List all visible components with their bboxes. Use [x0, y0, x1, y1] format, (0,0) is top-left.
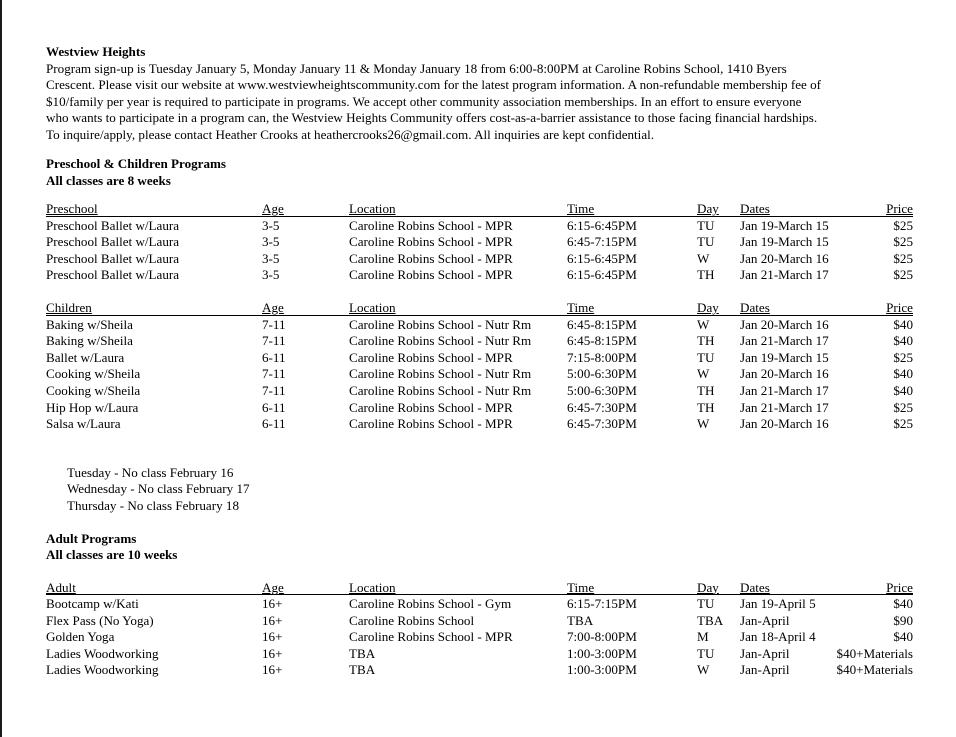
- cell-dates: Jan 18-April 4: [740, 629, 816, 645]
- column-header-name: Preschool: [46, 201, 98, 216]
- cell-time: 6:45-8:15PM: [567, 316, 637, 332]
- cell-day: TU: [697, 645, 715, 661]
- cell-day: W: [697, 250, 710, 266]
- cell-age: 3-5: [262, 234, 280, 250]
- cell-time: 7:15-8:00PM: [567, 349, 637, 365]
- column-header-location: Location: [349, 299, 396, 315]
- cell-age: 7-11: [262, 333, 286, 349]
- cell-location: Caroline Robins School - MPR: [349, 399, 513, 415]
- cell-name: Preschool Ballet w/Laura: [46, 267, 180, 283]
- cell-name: Preschool Ballet w/Laura: [46, 234, 180, 250]
- cell-day: TU: [697, 234, 715, 250]
- cell-name: Ladies Woodworking: [46, 662, 159, 678]
- cell-age: 7-11: [262, 316, 286, 332]
- column-header-age: Age: [262, 299, 284, 315]
- cell-age: 16+: [262, 612, 283, 628]
- cell-age: 3-5: [262, 250, 280, 266]
- cell-dates: Jan 19-March 15: [740, 349, 829, 365]
- column-header-age: Age: [262, 201, 284, 216]
- cell-price: $25: [893, 399, 913, 415]
- cell-age: 6-11: [262, 399, 286, 415]
- table-row: [46, 629, 926, 646]
- adult-table: [46, 580, 926, 680]
- cell-day: TU: [697, 217, 715, 233]
- cell-location: Caroline Robins School - MPR: [349, 217, 513, 233]
- cell-age: 16+: [262, 645, 283, 661]
- cell-age: 16+: [262, 662, 283, 678]
- cell-day: TH: [697, 399, 715, 415]
- cell-age: 7-11: [262, 382, 286, 398]
- cell-age: 16+: [262, 596, 283, 612]
- cell-dates: Jan 19-March 15: [740, 234, 829, 250]
- cell-price: $25: [893, 349, 913, 365]
- cell-location: Caroline Robins School - Gym: [349, 596, 512, 612]
- cell-name: Cooking w/Sheila: [46, 366, 141, 382]
- cell-location: TBA: [349, 645, 376, 661]
- intro-block: [46, 44, 926, 143]
- note-line: Thursday - No class February 18: [67, 497, 239, 513]
- cell-dates: Jan 19-April 5: [740, 596, 816, 612]
- cell-location: TBA: [349, 662, 376, 678]
- intro-line: Crescent. Please visit our website at www.westviewheightscommunity.com for the latest program information. A non-refundable membership fee of: [46, 77, 821, 92]
- cell-name: Bootcamp w/Kati: [46, 596, 139, 612]
- column-header-day: Day: [697, 579, 719, 595]
- cell-time: 1:00-3:00PM: [567, 645, 637, 661]
- cell-price: $25: [893, 234, 913, 250]
- cell-day: W: [697, 316, 710, 332]
- cell-age: 3-5: [262, 217, 280, 233]
- cell-location: Caroline Robins School - Nutr Rm: [349, 366, 532, 382]
- table-row: [46, 400, 926, 417]
- cell-name: Flex Pass (No Yoga): [46, 612, 154, 628]
- table-header-row: [46, 300, 926, 317]
- cell-time: 5:00-6:30PM: [567, 382, 637, 398]
- cell-dates: Jan-April: [740, 662, 790, 678]
- column-header-dates: Dates: [740, 579, 770, 595]
- cell-name: Ladies Woodworking: [46, 645, 159, 661]
- table-row: [46, 234, 926, 251]
- cell-location: Caroline Robins School - MPR: [349, 416, 513, 432]
- cell-name: Salsa w/Laura: [46, 416, 121, 432]
- children-section-heading: [46, 156, 926, 189]
- column-header-day: Day: [697, 201, 719, 216]
- table-row: [46, 366, 926, 383]
- column-header-dates: Dates: [740, 299, 770, 315]
- cell-name: Ballet w/Laura: [46, 349, 125, 365]
- cell-day: TU: [697, 349, 715, 365]
- cell-dates: Jan-April: [740, 612, 790, 628]
- cell-name: Hip Hop w/Laura: [46, 399, 139, 415]
- table-row: [46, 317, 926, 334]
- column-header-dates: Dates: [740, 201, 770, 216]
- cell-dates: Jan 20-March 16: [740, 250, 829, 266]
- cell-time: 6:45-8:15PM: [567, 333, 637, 349]
- cell-day: TH: [697, 333, 715, 349]
- cell-price: $25: [893, 250, 913, 266]
- cell-price: $40+Materials: [836, 645, 913, 661]
- column-header-price: Price: [886, 579, 913, 595]
- no-class-notes: [67, 465, 926, 515]
- cell-location: Caroline Robins School - Nutr Rm: [349, 382, 532, 398]
- column-header-price: Price: [886, 299, 913, 315]
- cell-time: 6:45-7:30PM: [567, 399, 637, 415]
- intro-title: Westview Heights: [46, 44, 146, 59]
- table-row: [46, 416, 926, 433]
- cell-dates: Jan 21-March 17: [740, 399, 829, 415]
- cell-time: 5:00-6:30PM: [567, 366, 637, 382]
- cell-day: W: [697, 416, 710, 432]
- table-row: [46, 662, 926, 679]
- column-header-day: Day: [697, 299, 719, 315]
- column-header-location: Location: [349, 201, 396, 216]
- cell-location: Caroline Robins School - MPR: [349, 250, 513, 266]
- column-header-time: Time: [567, 579, 595, 595]
- cell-time: 7:00-8:00PM: [567, 629, 637, 645]
- intro-line: $10/family per year is required to participate in programs. We accept other community association memberships. In an effort to ensure everyone: [46, 93, 802, 109]
- cell-dates: Jan 19-March 15: [740, 217, 829, 233]
- cell-location: Caroline Robins School - MPR: [349, 234, 513, 250]
- table-row: [46, 613, 926, 630]
- cell-day: W: [697, 366, 710, 382]
- cell-dates: Jan 20-March 16: [740, 366, 829, 382]
- cell-price: $25: [893, 267, 913, 283]
- table-row: [46, 251, 926, 268]
- cell-time: 6:15-6:45PM: [567, 267, 637, 283]
- cell-name: Golden Yoga: [46, 629, 115, 645]
- cell-dates: Jan 21-March 17: [740, 333, 829, 349]
- table-row: [46, 596, 926, 613]
- cell-day: M: [697, 629, 709, 645]
- section-title: Adult Programs: [46, 530, 137, 546]
- table-row: [46, 350, 926, 367]
- cell-age: 6-11: [262, 416, 286, 432]
- column-header-name: Adult: [46, 579, 76, 595]
- cell-time: 6:45-7:15PM: [567, 234, 637, 250]
- intro-line: Program sign-up is Tuesday January 5, Monday January 11 & Monday January 18 from 6:00-8:00PM at Caroline Robins School, 1410 Byers: [46, 60, 787, 76]
- cell-time: 6:15-7:15PM: [567, 596, 637, 612]
- cell-time: 6:15-6:45PM: [567, 250, 637, 266]
- cell-location: Caroline Robins School - Nutr Rm: [349, 316, 532, 332]
- section-subtitle: All classes are 10 weeks: [46, 547, 178, 562]
- cell-price: $40: [893, 629, 913, 645]
- column-header-name: Children: [46, 299, 92, 315]
- cell-location: Caroline Robins School - Nutr Rm: [349, 333, 532, 349]
- cell-dates: Jan 21-March 17: [740, 382, 829, 398]
- cell-day: TH: [697, 382, 715, 398]
- column-header-time: Time: [567, 299, 595, 315]
- cell-location: Caroline Robins School - MPR: [349, 349, 513, 365]
- table-row: [46, 646, 926, 663]
- cell-dates: Jan 20-March 16: [740, 416, 829, 432]
- cell-price: $40: [893, 316, 913, 332]
- intro-line: who wants to participate in a program can, the Westview Heights Community offers cost-as-a-barrier assistance to those facing financial hardships.: [46, 110, 818, 125]
- table-row: [46, 267, 926, 284]
- table-row: [46, 333, 926, 350]
- cell-age: 3-5: [262, 267, 280, 283]
- cell-location: Caroline Robins School - MPR: [349, 629, 513, 645]
- cell-time: 1:00-3:00PM: [567, 662, 637, 678]
- note-line: Tuesday - No class February 16: [67, 464, 234, 480]
- cell-name: Baking w/Sheila: [46, 333, 133, 349]
- cell-day: W: [697, 662, 710, 678]
- cell-day: TBA: [697, 612, 724, 628]
- preschool-table: [46, 201, 926, 284]
- cell-location: Caroline Robins School: [349, 612, 475, 628]
- cell-day: TH: [697, 267, 715, 283]
- cell-day: TU: [697, 596, 715, 612]
- cell-price: $40: [893, 366, 913, 382]
- intro-line: To inquire/apply, please contact Heather Crooks at heathercrooks26@gmail.com. All inquiries are kept confidential.: [46, 126, 655, 142]
- cell-age: 6-11: [262, 349, 286, 365]
- cell-time: 6:45-7:30PM: [567, 416, 637, 432]
- cell-time: 6:15-6:45PM: [567, 217, 637, 233]
- cell-dates: Jan 20-March 16: [740, 316, 829, 332]
- cell-price: $90: [893, 612, 913, 628]
- cell-price: $40: [893, 333, 913, 349]
- cell-price: $25: [893, 217, 913, 233]
- table-row: [46, 218, 926, 235]
- note-line: Wednesday - No class February 17: [67, 481, 250, 497]
- document-content: [46, 44, 926, 679]
- column-header-time: Time: [567, 201, 595, 216]
- table-header-row: [46, 580, 926, 597]
- table-row: [46, 383, 926, 400]
- cell-age: 7-11: [262, 366, 286, 382]
- cell-name: Preschool Ballet w/Laura: [46, 250, 180, 266]
- section-title: Preschool & Children Programs: [46, 156, 227, 171]
- section-subtitle: All classes are 8 weeks: [46, 172, 171, 188]
- adult-section-heading: [46, 531, 926, 564]
- table-header-row: [46, 201, 926, 218]
- cell-age: 16+: [262, 629, 283, 645]
- cell-price: $40: [893, 596, 913, 612]
- cell-name: Baking w/Sheila: [46, 316, 133, 332]
- column-header-location: Location: [349, 579, 396, 595]
- cell-name: Preschool Ballet w/Laura: [46, 217, 180, 233]
- cell-time: TBA: [567, 612, 594, 628]
- cell-price: $40+Materials: [836, 662, 913, 678]
- cell-location: Caroline Robins School - MPR: [349, 267, 513, 283]
- cell-price: $25: [893, 416, 913, 432]
- cell-dates: Jan 21-March 17: [740, 267, 829, 283]
- cell-dates: Jan-April: [740, 645, 790, 661]
- children-table: [46, 300, 926, 433]
- cell-name: Cooking w/Sheila: [46, 382, 141, 398]
- cell-price: $40: [893, 382, 913, 398]
- column-header-price: Price: [886, 201, 913, 216]
- column-header-age: Age: [262, 579, 284, 595]
